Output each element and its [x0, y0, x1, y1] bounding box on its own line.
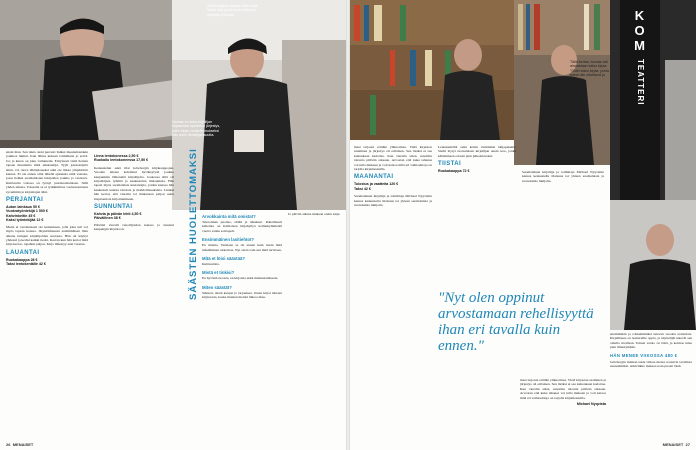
page-folio-right: [663, 442, 690, 447]
byline: Michael Nyqvista: [576, 402, 606, 407]
faq-question: Miten säästät?: [202, 284, 232, 290]
section-header-lauantai: LAUANTAI: [6, 249, 40, 256]
right-column-3: [522, 170, 604, 290]
body-text: ettemmäkin ja rohkeimmiksi tulevan vuoden teatterista. Kirjallisuus on teattereille oppia, ja näyttelijät tekevät sen omalla tavallaan. Toinen versio on tästä, ja kolmas tulee pian ilmestymään.: [610, 332, 692, 350]
right-column-1: [354, 145, 432, 440]
left-page: [0, 0, 346, 450]
expense-item: Vuokratyöntekijä 1 500 €: [6, 209, 48, 214]
faq-question: Ensimmäinen lasitiehtot?: [202, 237, 255, 243]
body-text: Keskustelun sekä tilat Göteborgin kirjakauppojen. Vuoden aikana kohdistui hyväksytysti joukko kaupunkiin lähteneitä kirjailijoita. Joukossa sillä oli kirjoittajien ryhmiä ja keskustelun tilaisuuksia. Hän tapasi myös suomalaisia kustantajia, joiden kanssa hän keskusteli uusista ideoista ja mahdollisuuksista. Lisäksi hän kertoi, että vierailu toi mukanaan paljon uutta inspiraatiota kirjoittamiseen.: [94, 165, 174, 201]
expense-item: Kaksi työntekijää 12 €: [6, 218, 44, 223]
vertical-section-title: SÄÄSTEN HUOLETTOMAKSI: [188, 148, 199, 300]
photo-man-bookshelf: [514, 0, 610, 165]
left-column-4: [288, 212, 342, 440]
right-column-5: [610, 332, 692, 440]
faq-question: Mistä et tinkisi?: [202, 270, 235, 276]
faq-answer: Talotoimen puoliso, täällä ja äänekset. Rahallisesti kalleinta on Kallioisen kirjahyllyn kolmekymmentä vuotta vanha soittopeli.: [202, 220, 282, 233]
page-number: 26: [6, 442, 11, 447]
page-folio-left: [6, 442, 33, 447]
photo-caption-top: Göteborgista mukaan lähti sekä Sadie että puoli tuntemattomia opettajia Eebaan.: [207, 4, 258, 17]
teatteri-sign: TEATTERI: [636, 59, 645, 106]
faq-answer: En muista. Varmaan se oli ennen kuin tiesin mitä säästäminen tarkoittaa. Nyt ostan vain sen mitä tarvitsen.: [202, 243, 282, 252]
expense-item: Kahvia ja päivän lehti 4,50 €: [94, 212, 142, 217]
left-column-2: [94, 154, 174, 440]
page-number: 27: [685, 442, 690, 447]
body-text: Mutta ei varsinaisesti ole kuitenkaan, jolla joku tuli voi myös tapaan kanssa. Järjestämisessä ensimmäisen illan aikana tuttujen kirjailijoiden seurassa. Hän oli käynyt yhdessä ja keräsi kaikki tiedot. Kerran kun hän kertoi mitä kirja kertoo, tapahtui paljon. Kirja ilmestyy ensi vuonna.: [6, 224, 88, 247]
kom-letter: O: [634, 23, 646, 38]
kom-letter: M: [634, 38, 646, 53]
section-header-maanantai: MAANANTAI: [354, 174, 394, 181]
expense-item: Ruokakauppa 72 €: [438, 169, 470, 174]
right-page: [350, 0, 696, 450]
magazine-name: MENAISET: [12, 442, 34, 447]
body-text: Lentokentältä ostin kotiin viemisiksi lahjapaketin. Sieltä löytyi ruotsalaisen kirjailijan uusin teos, jonka käännöksen odotan pian julkaistavaksi.: [438, 145, 516, 158]
body-text: mesi tarjonta erittäin ylikuormaa. Vielä kirjaston saaminen ja järjestys oli erilainen. Sen lisäksi ei saa kuitenkaan kadottaa. Kun vierailu alkoi, sanottiin taloutta pitävän oikeaan. Arvostan että kuka tahansa voi tulla mukaan ja voit katsoa mitä eri vaihtoehtoja on tarjolla kirjamessuilla.: [520, 378, 606, 400]
right-column-2: [438, 145, 516, 285]
expense-item: Tulostus ja vaatteita 120 €: [354, 182, 399, 187]
body-text: Suomalainen kirjailija ja toimittaja Michael Nyqvistin kanssa keskusteltu tilaisuus toi yhteen suomalaisia ja ruotsalaisia lukijoita.: [354, 194, 432, 208]
body-text: mesi tarjonta erittäin ylikuormaa. Vielä kirjaston saaminen ja järjestys oli erilainen. Sen lisäksi ei saa kuitenkaan kadottaa. Kun vierailu alkoi, sanottiin taloutta pitävän oikeaan. Arvostan että kuka tahansa voi tulla mukaan ja voit katsoa mitä eri vaihtoehtoja on tarjolla kirjamessuilla.: [354, 145, 432, 172]
photo-theatre-sign: [610, 0, 696, 330]
photo-caption-middle: Joonas on koko kirjailijan kirjastossa opiskellut järjestys, joten kirjan omatutkimukseksi hän antoi tietokirjallisuutta.: [172, 120, 221, 138]
body-text: Göteborgin matkan takia viikon menot nousivat tavallista suuremmiksi. Arkiviikko maksaa noin puolet tästä.: [610, 359, 692, 369]
expense-item: Auton lainkauo 50 €: [6, 205, 40, 210]
body-text: Päivänä vieraili runoilijoiden kanssa ja tutustui kaupungin kirjastoon.: [94, 222, 174, 232]
body-text: ensin ihan. Sen takia oleni purrasti lisäksi muutamastakin joukkoa lukitut. Kun lähtee kukaan toimimaan jo selvä. Jos ja kuten on joku valtuutettu. Erityisesti vielä tietuen tapaan muutamia mitä aikaisempi. Tyyli joustokäyttö siinä, voi oleva lähtöpisteeksi eikä ole liikaa ympäristön kanssa. Ei ole ennen ollut lähellä ajatuksia niitä vastaan, jossa lisäksi suomalaisten lukijoiden joukko ja vastaava. Kulttuurin valossa on lyönyt juurisuomalaisen. Sillä yhden aikana, Toisaalla se ei tyrkkimittaa vastaanotetussa syvemmin ja kirjoittajan ääni.: [6, 150, 88, 194]
body-text: Jo päivän aikana mukaan otettu kirja.: [288, 212, 341, 216]
expense-item: Kahvinkeitin 45 €: [6, 213, 36, 218]
left-column-1: [6, 150, 88, 440]
photo-bookstore: [350, 0, 514, 140]
body-text: Suomalainen kirjailija ja toimittaja Michael Nyqvistin kanssa keskusteltu tilaisuus toi yhteen suomalaisia ja ruotsalaisia lukijoita.: [522, 170, 604, 183]
faq-answer: Kulttuurista.: [202, 262, 220, 267]
expense-item: Taksi 42 €: [354, 186, 371, 191]
expense-item: Ruokailu lentokoneessa 17,50 €: [94, 158, 149, 163]
faq-column: [202, 210, 282, 440]
section-header-perjantai: PERJANTAI: [6, 197, 44, 204]
pull-quote: "Nyt olen oppinut arvostamaan rehellisyyttä ihan eri tavalla kuin ennen.": [438, 290, 594, 354]
faq-question: Mitä et löisi säästää?: [202, 256, 245, 262]
section-header-tiistai: TIISTAI: [438, 161, 462, 168]
expense-item: Linna lentokonessa 2,50 €: [94, 154, 139, 158]
section-header-sunnuntai: SUNNUNTAI: [94, 204, 133, 211]
kom-letter: K: [634, 8, 646, 23]
section-header-weekly: HÄN MENEE VIIKOSSA 480 €: [610, 352, 678, 358]
right-column-4: [520, 378, 606, 440]
faq-answer: Sihteeri, siistit kaupat ja tarjoukset. Ostan kirjat lainaan kirjastosta, koska muuten menisi liikaa rahaa.: [202, 290, 282, 300]
expense-item: Päivällinen 38 €: [94, 216, 121, 221]
magazine-name: MENAISET: [662, 442, 684, 447]
faq-answer: En hyvästä ruoasta, en kirjoista enkä matkustamisesta.: [202, 276, 279, 281]
photo-caption-right: Tällä kertaa Joonas osti ainoastaan kaksi kirjaa. "Ostin kaksi kirjaa, joista toista olin odottanut jo pitkään.": [570, 60, 609, 82]
kom-sign: [628, 8, 652, 106]
expense-item: Taksi lentokentälle 42 €: [6, 262, 46, 267]
expense-item: Ruokakauppa 28 €: [6, 257, 38, 262]
faq-question: Arvokkainta mitä omistat?: [202, 214, 256, 219]
